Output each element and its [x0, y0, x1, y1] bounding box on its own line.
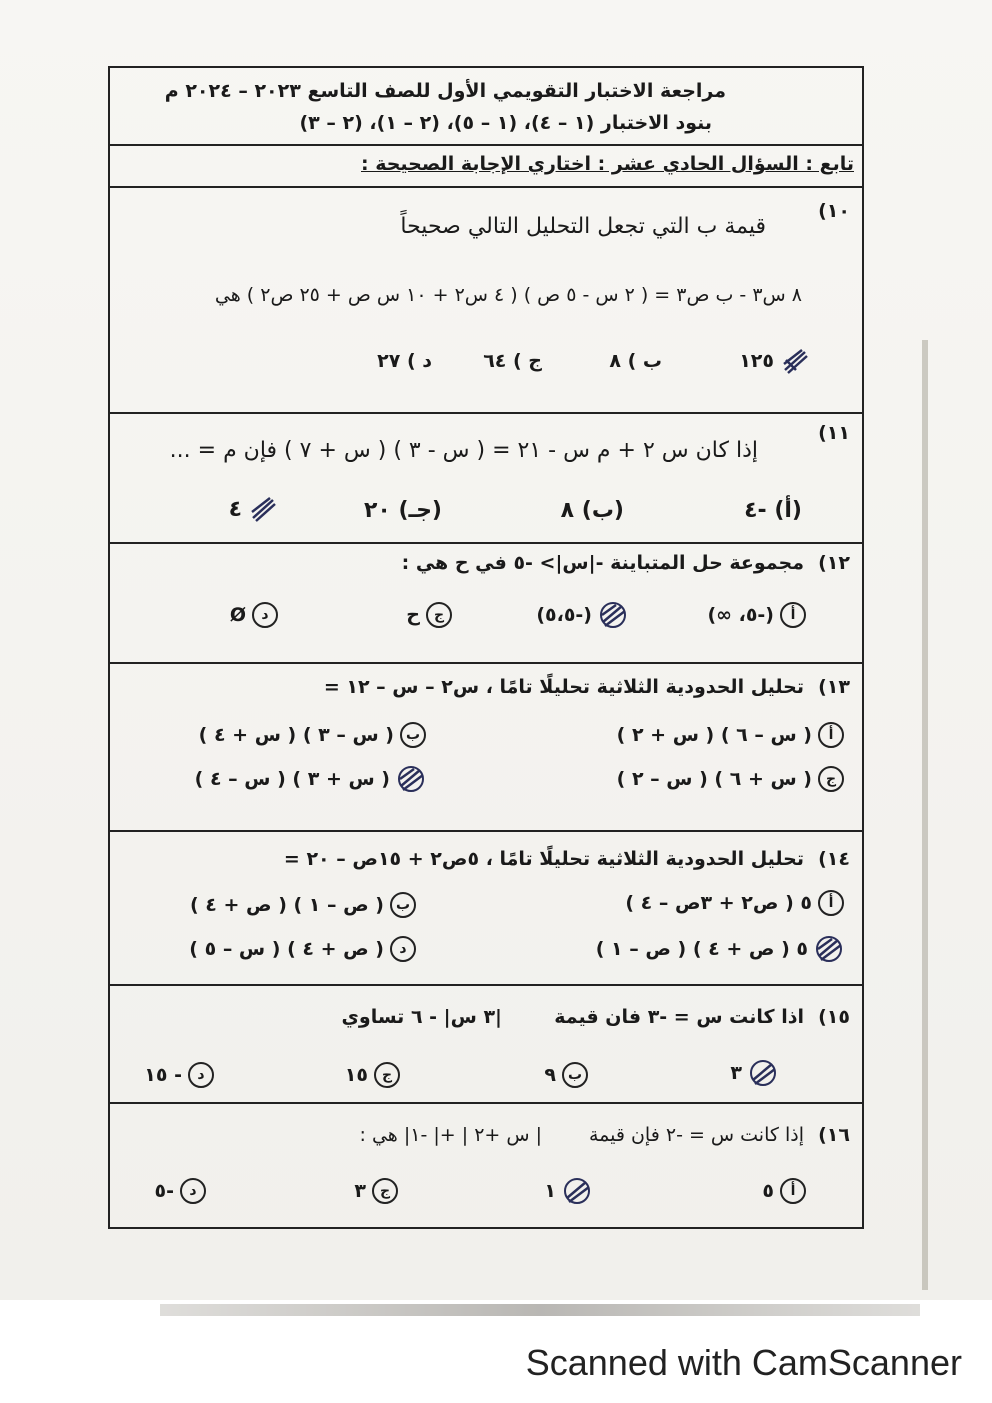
option-b[interactable] [536, 600, 628, 630]
question-text: تحليل الحدودية الثلاثية تحليلًا تامًا ، س٢ – س – ١٢ = [323, 676, 804, 698]
scribble-mark-icon [598, 600, 628, 630]
option-label: ٤ [228, 496, 242, 522]
worksheet-items: بنود الاختبار (١ – ٤)، (١ – ٥)، (٢ – ١)، (٢ – ٣) [299, 112, 712, 134]
option-letter: ب [400, 722, 426, 748]
option-letter: د [390, 936, 416, 962]
scribble-mark-icon [562, 1176, 592, 1206]
question-13 [110, 664, 862, 832]
question-expression: | س +٢ | +| -١| هي : [359, 1124, 542, 1146]
camscanner-watermark: Scanned with CamScanner [525, 1342, 962, 1383]
question-number: ١٤) [818, 848, 850, 870]
option-letter: ج [818, 766, 844, 792]
option-label: ( س + ٦ ) ( س – ٢ ) [616, 768, 812, 790]
option-letter: أ [818, 722, 844, 748]
option-b[interactable] [609, 350, 662, 372]
option-c[interactable] [354, 1178, 398, 1204]
option-letter: أ [780, 602, 806, 628]
option-label: ٥ ( ص + ٤ ) ( ص – ١ ) [595, 938, 808, 960]
question-number: ١٥) [818, 1006, 850, 1028]
section-title: تابع : السؤال الحادي عشر : اختاري الإجابة الصحيحة : [361, 153, 854, 175]
option-label: ( س – ٦ ) ( س + ٢ ) [616, 724, 812, 746]
question-text: اذا كانت س = -٣ فان قيمة [554, 1006, 804, 1028]
option-b[interactable] [561, 498, 624, 523]
header-box [110, 68, 862, 146]
option-label: Ø [229, 604, 246, 626]
option-letter: ج [426, 602, 452, 628]
option-label: ( س + ٣ ) ( س – ٤ ) [194, 768, 390, 790]
option-label: ١٢٥ [739, 350, 774, 372]
question-text: إذا كانت س = -٢ فإن قيمة [588, 1124, 804, 1146]
option-letter: أ [780, 1178, 806, 1204]
option-a[interactable] [744, 498, 802, 523]
option-label: ( ص – ١ ) ( ص + ٤ ) [189, 894, 384, 916]
question-expression: |٣ س| - ٦ تساوي [341, 1006, 502, 1028]
option-label: ح [406, 604, 420, 626]
option-d[interactable] [195, 764, 426, 794]
option-label: -٥ [154, 1180, 174, 1202]
option-label: ٥ ( ص٢ + ٣ص – ٤ ) [625, 892, 812, 914]
option-c[interactable] [406, 602, 452, 628]
option-a[interactable] [707, 602, 806, 628]
option-letter: ب [390, 892, 416, 918]
option-letter: د [252, 602, 278, 628]
option-label: (أ) -٤ [744, 498, 802, 523]
option-letter: د [188, 1062, 214, 1088]
option-c[interactable] [345, 1062, 400, 1088]
option-a[interactable] [625, 890, 844, 916]
option-c[interactable] [596, 934, 844, 964]
option-b[interactable] [199, 722, 426, 748]
option-b[interactable] [544, 1176, 592, 1206]
option-label: - ١٥ [144, 1064, 182, 1086]
option-d[interactable] [155, 1178, 207, 1204]
question-number: ١٣) [818, 676, 850, 698]
scribble-mark-icon [748, 1058, 778, 1088]
option-label: ١ [544, 1180, 556, 1202]
question-text: تحليل الحدودية الثلاثية تحليلًا تامًا ، ٥ص٢ + ١٥ص – ٢٠ = [283, 848, 804, 870]
option-a[interactable] [730, 1058, 778, 1088]
option-d[interactable] [189, 936, 416, 962]
section-title-box [110, 146, 862, 188]
option-a[interactable] [762, 1178, 806, 1204]
question-text: إذا كان س ٢ + م س - ٢١ = ( س - ٣ ) ( س + ٧ ) فإن م = ... [169, 438, 758, 463]
option-d[interactable] [230, 602, 278, 628]
option-d[interactable] [377, 350, 432, 372]
scan-shadow [160, 1304, 920, 1316]
question-number: ١٠) [818, 200, 850, 222]
scribble-mark-icon [814, 934, 844, 964]
option-label: (-٥، ∞) [707, 604, 774, 626]
option-label: ١٥ [344, 1064, 368, 1086]
scribble-mark-icon [396, 764, 426, 794]
option-c[interactable] [483, 350, 542, 372]
question-text: مجموعة حل المتباينة -|س|> -٥ في ح هي : [401, 552, 804, 574]
option-label: ٣ [730, 1062, 742, 1084]
question-number: ١٢) [818, 552, 850, 574]
option-c[interactable] [364, 498, 442, 523]
question-12 [110, 544, 862, 664]
option-d[interactable] [144, 1062, 214, 1088]
option-label: ( ص + ٤ ) ( س – ٥ ) [189, 938, 384, 960]
option-b[interactable] [544, 1062, 588, 1088]
paper-edge-shadow [922, 340, 928, 1290]
option-label: د ) ٢٧ [377, 350, 432, 372]
question-10 [110, 188, 862, 414]
option-label: (ب) ٨ [560, 498, 624, 523]
option-a[interactable] [739, 346, 810, 376]
option-label: ب ) ٨ [609, 350, 662, 372]
option-c[interactable] [617, 766, 844, 792]
option-b[interactable] [190, 892, 416, 918]
worksheet-title: مراجعة الاختبار التقويمي الأول للصف التاسع ٢٠٢٣ – ٢٠٢٤ م [164, 80, 726, 102]
option-letter: ج [374, 1062, 400, 1088]
option-letter: د [180, 1178, 206, 1204]
option-a[interactable] [617, 722, 844, 748]
option-label: (جـ) ٢٠ [363, 498, 442, 523]
scribble-mark-icon [248, 494, 278, 524]
option-label: ج ) ٦٤ [483, 350, 542, 372]
question-number: ١١) [818, 422, 850, 444]
question-equation: ٨ س٣ - ب ص٣ = ( ٢ س - ٥ ص ) ( ٤ س٢ + ١٠ س ص + ٢٥ ص٢ ) هي [214, 284, 802, 306]
question-16 [110, 1104, 862, 1229]
scribble-mark-icon [780, 346, 810, 376]
option-label: ٣ [354, 1180, 366, 1202]
worksheet-frame [108, 66, 864, 1229]
option-d[interactable] [229, 494, 278, 524]
option-label: (-٥،٥) [536, 604, 592, 626]
option-label: ٥ [762, 1180, 774, 1202]
option-letter: أ [818, 890, 844, 916]
question-14 [110, 832, 862, 986]
option-letter: ج [372, 1178, 398, 1204]
option-letter: ب [562, 1062, 588, 1088]
question-11 [110, 414, 862, 544]
question-number: ١٦) [818, 1124, 850, 1146]
question-text: قيمة ب التي تجعل التحليل التالي صحيحاً [400, 214, 766, 239]
option-label: ( س – ٣ ) ( س + ٤ ) [198, 724, 394, 746]
option-label: ٩ [544, 1064, 556, 1086]
question-15 [110, 986, 862, 1104]
